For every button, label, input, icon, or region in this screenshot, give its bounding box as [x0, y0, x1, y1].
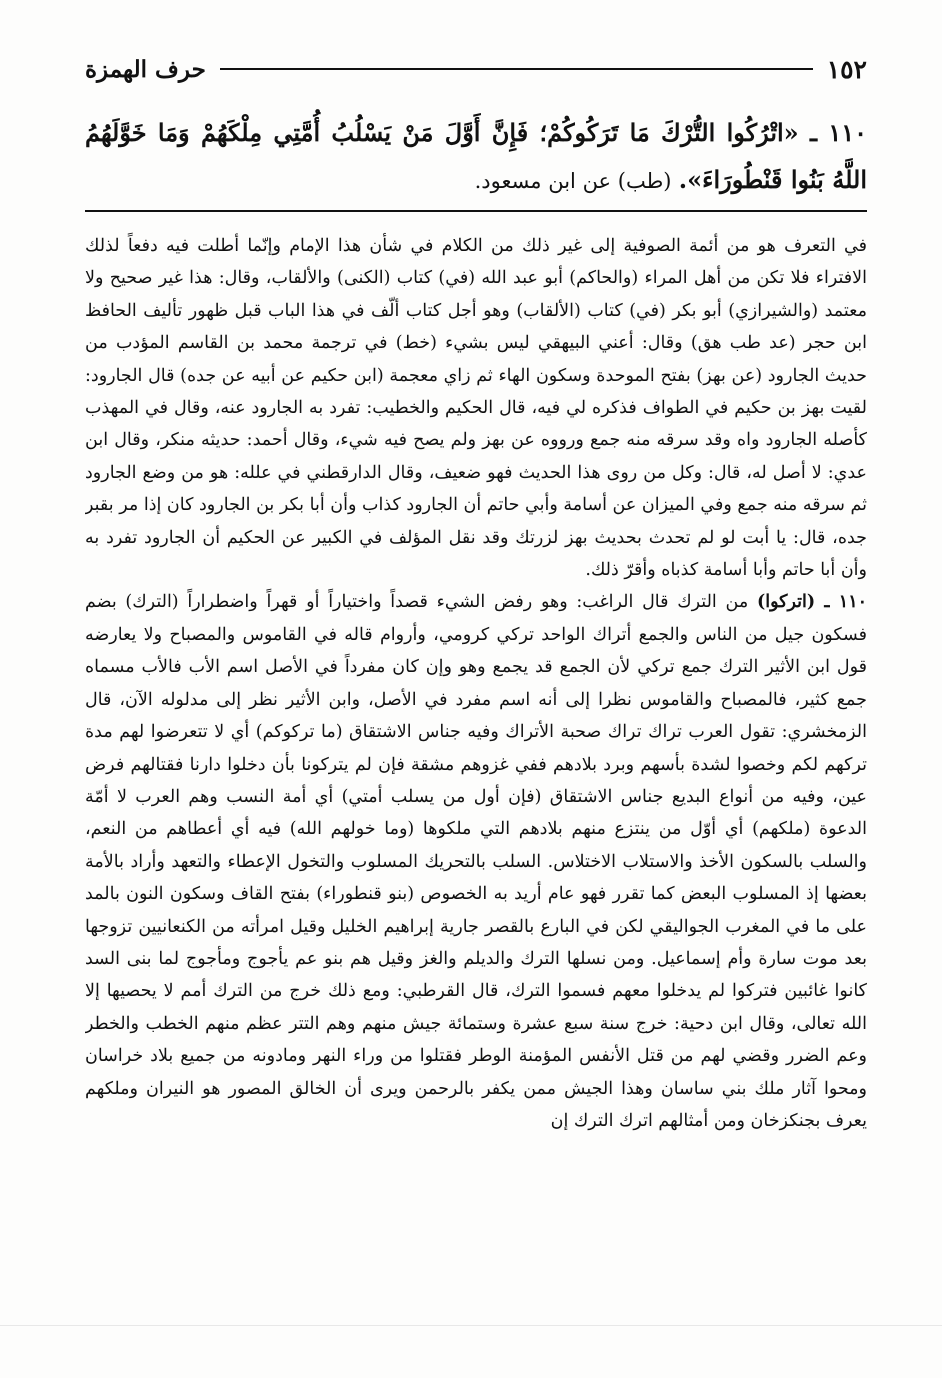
header-rule [220, 68, 813, 70]
hadith-text: ١١٠ ـ «اتْرُكُوا التُّرْكَ مَا تَرَكُوكُمْ؛ فَإِنَّ أَوَّلَ مَنْ يَسْلُبُ أُمَّتِي مِلْكَهُمْ وَمَا خَوَّلَهُمُ اللَّهُ بَنُوا قَنْطُورَاءَ». [85, 118, 867, 194]
chapter-title: حرف الهمزة [85, 55, 206, 83]
page-header [85, 52, 867, 86]
commentary-paragraph-1: في التعرف هو من أئمة الصوفية إلى غير ذلك من الكلام في شأن هذا الإمام وإنّما أطلت فيه دفعاً لذلك الافتراء فلا تكن من أهل المراء (والحاكم) أبو عبد الله (في) كتاب (الكنى) والألقاب، وقال: هذا غير صحيح ولا معتمد (والشيرازي) أبو بكر (في) كتاب (الألقاب) وهو أجل كتاب ألّف في هذا الباب قبل ظهور تأليف الحافظ ابن حجر (عد طب هق) وقال: أعني البيهقي ليس بشيء (خط) في ترجمة محمد بن القاسم المؤدب من حديث الجارود (عن بهز) بفتح الموحدة وسكون الهاء ثم زاي معجمة (ابن حكيم عن أبيه عن جده) قال الجارود: لقيت بهز بن حكيم في الطواف فذكره لي فيه، قال الحكيم والخطيب: تفرد به الجارود عنه، وقال في المهذب كأصله الجارود واه وقد سرقه منه جمع ورووه عن بهز ولم يصح فيه شيء، وقال أحمد: حديثه منكر، وقال ابن عدي: لا أصل له، قال: وكل من روى هذا الحديث فهو ضعيف، وقال الدارقطني في علله: هو من وضع الجارود ثم سرقه منه جمع وفي الميزان عن أسامة وأبي حاتم أن الجارود كذاب وأن أبا بكر بن الجارود كان إذا مر بقبر جده، قال: يا أبت لو لم تحدث بحديث بهز لزرتك وقد نقل المؤلف في الكبير عن الحكيم أن الجارود تفرد به وأن أبا حاتم وأبا أسامة كذباه وأقرّ ذلك. [85, 236, 867, 581]
paragraph-text: من الترك قال الراغب: وهو رفض الشيء قصداً واختياراً أو قهراً واضطراراً (الترك) بضم فسكون جيل من الناس والجمع أتراك الواحد تركي كرومي، وأروام قاله في القاموس والمصباح ولا يعارضه قول ابن الأثير الترك جمع تركي لأن الجمع قد يجمع وهو وإن كان مفرداً في الأصل اسم الأب فالأب مسماه جمع كثير، فالمصباح والقاموس نظرا إلى أنه اسم مفرد في الأصل، وابن الأثير نظر إلى مدلوله الآن، قال الزمخشري: تقول العرب تراك تراك صحبة الأتراك وفيه جناس الاشتقاق (ما تركوكم) أي لا تتعرضوا لهم مدة تركهم لكم وخصوا لشدة بأسهم وبرد بلادهم ففي غزوهم مشقة فإن لم يتركونا بأن دخلوا دارنا فقتالهم فرض عين، وفيه من أنواع البديع جناس الاشتقاق (فإن أول من يسلب أمتي) أي أمة النسب وهم العرب لا أمّة الدعوة (ملكهم) أي أوّل من ينتزع منهم بلادهم التي ملكوها (وما خولهم الله) فيه أي أعطاهم من النعم، والسلب بالسكون الأخذ والاستلاب الاختلاس. السلب بالتحريك المسلوب والتخول الإعطاء والتعهد وأراد بالأمة بعضها إذ المسلوب البعض كما تقرر فهو عام أريد به الخصوص (بنو قنطوراء) بفتح القاف وسكون النون بالمد على ما في المغرب الجواليقي لكن في البارع بالقصر جارية إبراهيم الخليل وقيل امرأته من الكنعانيين تزوجها بعد موت سارة وأم إسماعيل. ومن نسلها الترك والديلم والغز وقيل هم بنو عم يأجوج ومأجوج لما بنى السد كانوا غائبين فتركوا لم يدخلوا معهم فسموا الترك، قال القرطبي: ومع ذلك خرج من الترك أمم لا يحصيها إلا الله تعالى، وقال ابن دحية: خرج سنة سبع عشرة وستمائة جيش منهم وهم التتر عظم منهم الخطب والخطر وعم الضرر وقضي لهم من قتل الأنفس المؤمنة الوطر فقتلوا من وراء النهر ومادونه من جميع بلاد خراسان ومحوا آثار ملك بني ساسان وهذا الجيش ممن يكفر بالرحمن ويرى أن الخالق المصور هو النيران وملكهم يعرف بجنكزخان ومن أمثالهم اترك الترك إن [85, 592, 867, 1131]
paragraph-number: ١١٠ ـ (اتركوا) [756, 592, 867, 613]
hadith-block [85, 110, 867, 204]
scan-edge [0, 1325, 942, 1326]
page-number: ١٥٢ [826, 54, 867, 84]
hadith-source: (طب) عن ابن مسعود. [474, 169, 672, 193]
commentary-block [85, 230, 867, 1355]
section-separator [85, 210, 867, 212]
commentary-paragraph-2 [85, 586, 867, 1137]
